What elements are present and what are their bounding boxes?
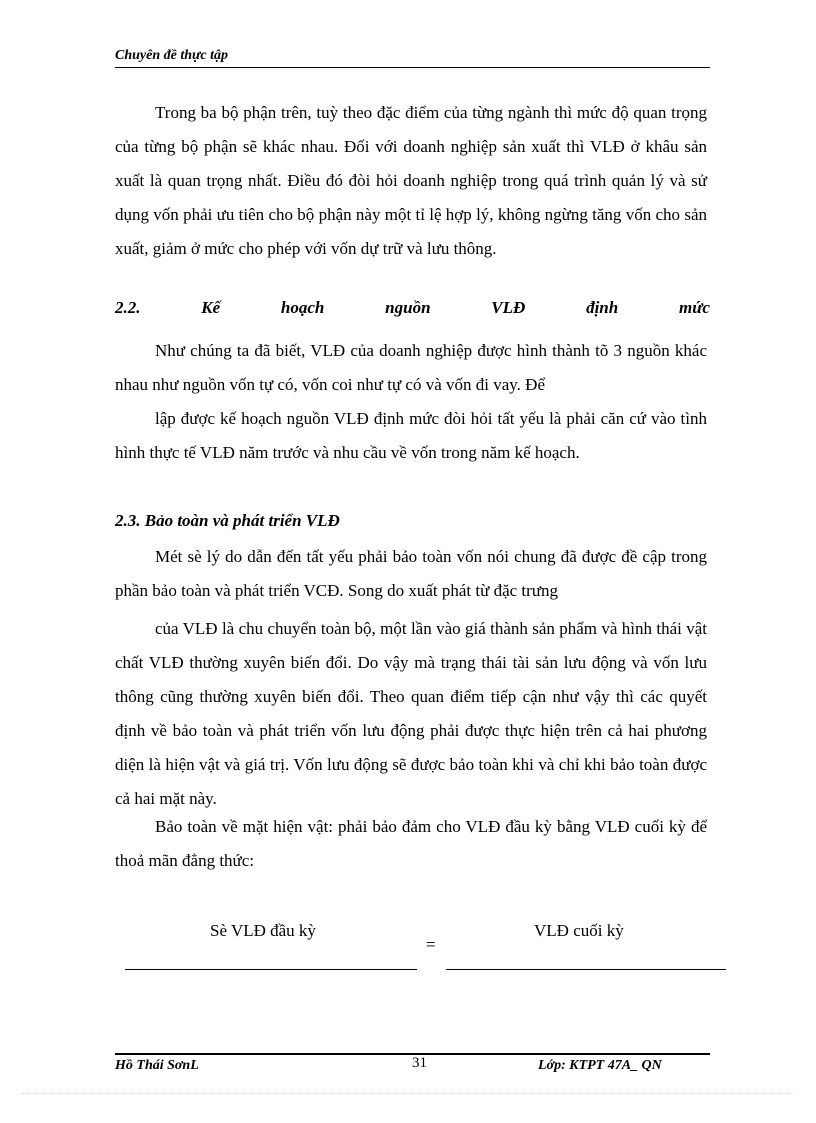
footer-author: Hồ Thái SơnL <box>115 1058 199 1073</box>
heading-word: 2.2. <box>115 298 141 317</box>
heading-word: mức <box>678 298 710 317</box>
footer-class: Lớp: KTPT 47A_ QN <box>538 1058 662 1073</box>
paragraph-3-continued: của VLĐ là chu chuyển toàn bộ, một lần vào giá thành sản phẩm và hình thái vật chất VLĐ thường xuyên biến đổi. Do vậy mà trạng thái tài sản lưu động và vốn lưu thông cũng thường xuyên biến đổi. Theo quan điểm tiếp cận như vậy thì các quyết định về bảo toàn và phát triển vốn lưu động phải được thực hiện trên cả hai phương diện là hiện vật và giá trị. Vốn lưu động sẽ được bảo toàn khi và chỉ khi bảo toàn được cả hai mặt này. <box>115 619 707 808</box>
paragraph-2: Như chúng ta đã biết, VLĐ của doanh nghiệp được hình thành tõ 3 nguồn khác nhau như nguồn vốn tự có, vốn coi như tự có và vốn đi vay. Để <box>115 341 707 394</box>
paragraph-3: Mét sè lý do dẫn đến tất yếu phải bảo toàn vốn nói chung đã được đề cập trong phần bảo toàn và phát triển VCĐ. Song do xuất phát từ đặc trưng <box>115 547 707 600</box>
formula-left-numerator: Sè VLĐ đầu kỳ <box>210 921 316 940</box>
heading-word: Kế <box>201 298 221 317</box>
heading-word: VLĐ <box>491 298 526 317</box>
paragraph-1: Trong ba bộ phận trên, tuỳ theo đặc điểm của từng ngành thì mức độ quan trọng của từng bộ phận sẽ khác nhau. Đối với doanh nghiệp sản xuất thì VLĐ ở khâu sản xuất là quan trọng nhất. Điều đó đòi hỏi doanh nghiệp trong quá trình quản lý và sử dụng vốn phải ưu tiên cho bộ phận này một tỉ lệ hợp lý, không ngừng tăng vốn cho sản xuất, giảm ở mức cho phép với vốn dự trữ và lưu thông. <box>115 103 707 258</box>
formula-right-fraction-line <box>446 969 726 970</box>
section-heading-2-2 <box>115 298 710 318</box>
header-rule <box>115 67 710 68</box>
heading-word: hoạch <box>280 298 325 317</box>
page-border <box>22 1093 794 1094</box>
formula-left-fraction-line <box>125 969 417 970</box>
heading-word: nguồn <box>385 298 431 317</box>
paragraph-4: Bảo toàn về mặt hiện vật: phải bảo đảm cho VLĐ đầu kỳ bằng VLĐ cuối kỳ để thoả mãn đẳng thức: <box>115 817 707 870</box>
paragraph-2-continued: lập được kế hoạch nguồn VLĐ định mức đòi hỏi tất yếu là phải căn cứ vào tình hình thực tế VLĐ năm trước và nhu cầu về vốn trong năm kế hoạch. <box>115 409 707 462</box>
formula-equals-sign: = <box>426 935 436 954</box>
section-heading-2-3: 2.3. Bảo toàn và phát triển VLĐ <box>115 511 340 530</box>
formula-right-numerator: VLĐ cuối kỳ <box>534 921 624 940</box>
page-header-title: Chuyên đề thực tập <box>115 48 229 63</box>
page-number: 31 <box>412 1055 427 1071</box>
heading-word: định <box>586 298 619 317</box>
